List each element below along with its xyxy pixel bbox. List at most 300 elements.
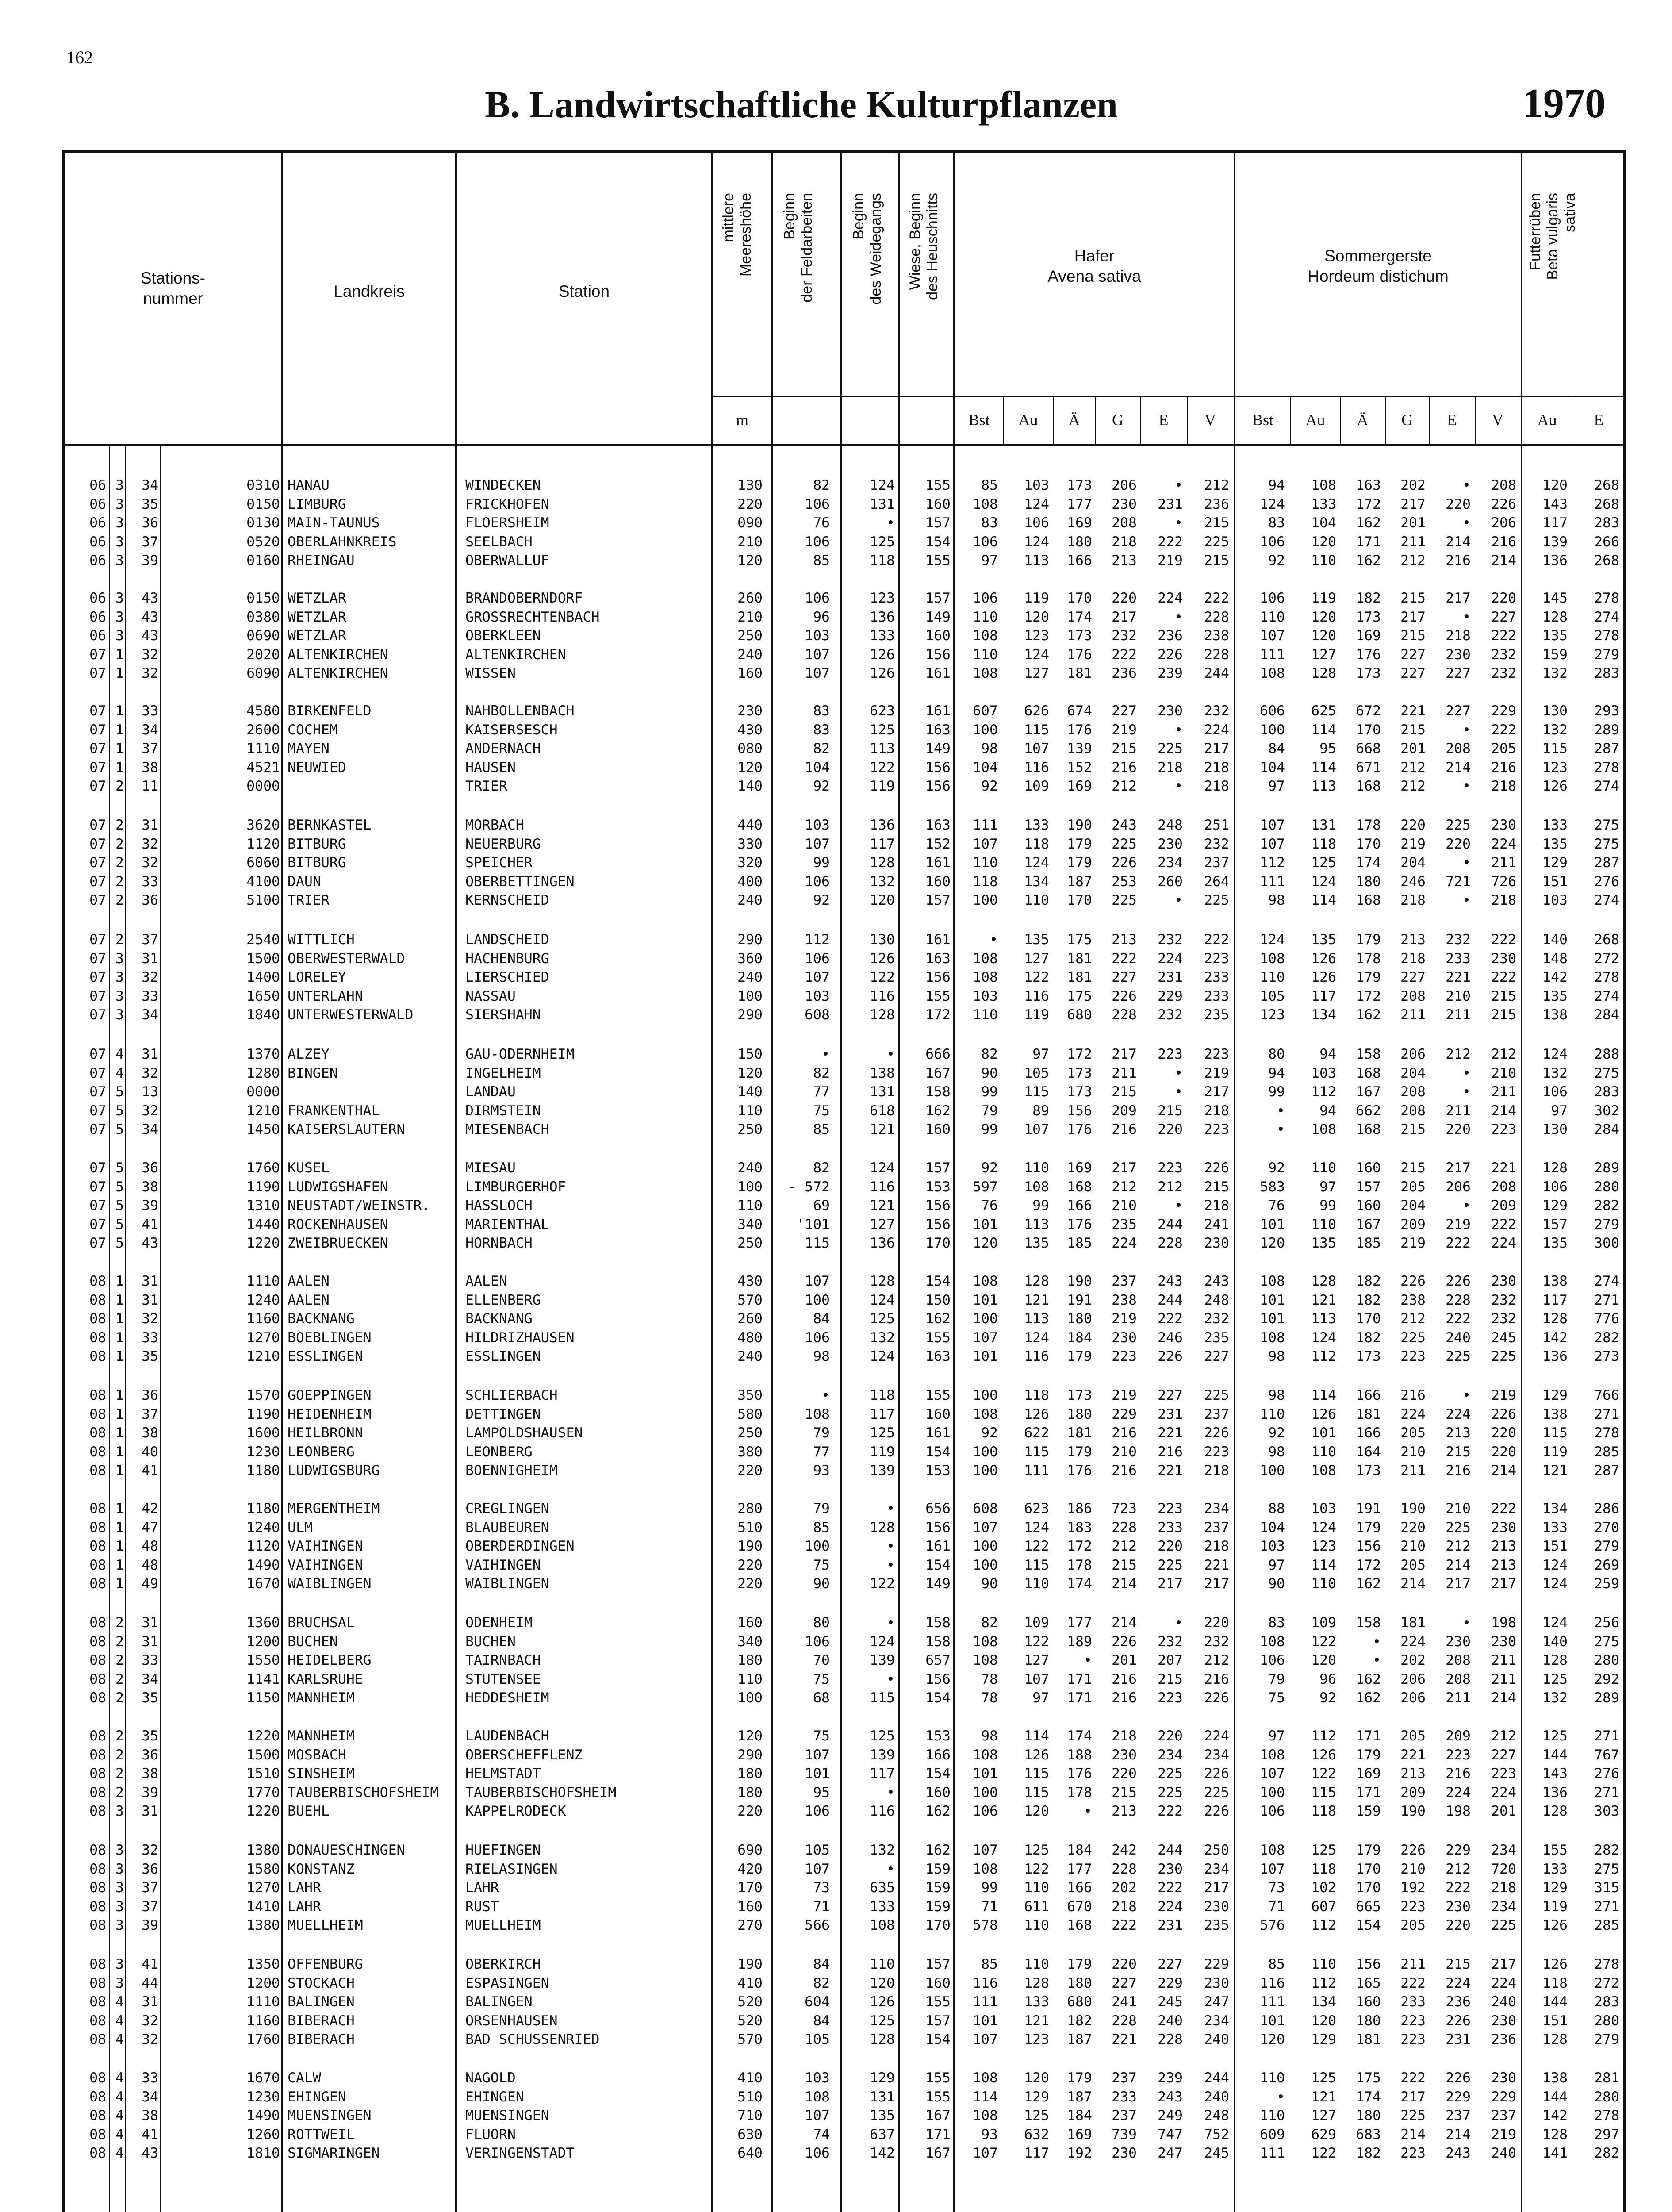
table-cell: 671 xyxy=(1356,759,1381,776)
table-cell: 152 xyxy=(1067,759,1092,776)
table-cell: 2 xyxy=(115,932,124,948)
table-cell: 106 xyxy=(805,496,830,512)
table-cell: 1210 xyxy=(246,1348,280,1364)
table-cell: 111 xyxy=(1260,2145,1285,2161)
table-cell: LUDWIGSBURG xyxy=(288,1463,380,1479)
table-cell: 169 xyxy=(1067,1160,1092,1176)
table-cell: FRICKHOFEN xyxy=(465,496,549,512)
table-cell: 5 xyxy=(115,1121,124,1137)
table-cell: 125 xyxy=(1542,1671,1568,1687)
table-cell: 215 xyxy=(1446,1444,1471,1460)
table-cell: 173 xyxy=(1356,1463,1381,1479)
table-cell: NEUSTADT/WEINSTR. xyxy=(288,1198,430,1214)
table-cell: 212 xyxy=(1158,1179,1183,1195)
table-cell: 166 xyxy=(925,1747,951,1763)
table-cell: 226 xyxy=(1491,496,1516,512)
table-cell: 180 xyxy=(1356,2012,1381,2029)
table-cell: 98 xyxy=(981,741,998,757)
table-cell: 232 xyxy=(1491,1311,1516,1327)
table-cell: 1200 xyxy=(246,1975,280,1991)
table-cell: 47 xyxy=(142,1519,158,1536)
table-cell: 36 xyxy=(142,1861,158,1877)
table-cell: 210 xyxy=(1400,1861,1426,1877)
table-cell: LEONBERG xyxy=(288,1444,355,1460)
table-cell: 78 xyxy=(981,1690,998,1706)
table-cell: 138 xyxy=(870,1065,895,1081)
table-cell: 161 xyxy=(925,855,951,871)
table-cell: 162 xyxy=(1356,515,1381,531)
table-cell: NAHBOLLENBACH xyxy=(465,703,575,719)
table-cell: 106 xyxy=(1542,1179,1568,1195)
table-cell: 278 xyxy=(1594,590,1619,606)
table-cell: 226 xyxy=(1446,2012,1471,2029)
table-cell: 220 xyxy=(1112,1956,1137,1972)
table-cell: 125 xyxy=(870,1425,895,1441)
table-cell: 237 xyxy=(1446,2108,1471,2124)
table-cell: 208 xyxy=(1400,988,1426,1004)
table-cell: 108 xyxy=(973,628,998,644)
table-cell: 128 xyxy=(1542,2126,1568,2143)
table-cell: 128 xyxy=(1542,1652,1568,1668)
table-cell: 156 xyxy=(1356,1538,1381,1554)
table-cell: 07 xyxy=(89,1046,106,1062)
table-cell: 07 xyxy=(89,1084,106,1100)
table-cell: 31 xyxy=(142,1273,158,1289)
table-cell: 214 xyxy=(1446,759,1471,776)
table-cell: 92 xyxy=(1319,1690,1336,1706)
header-futterrueben: Futterrüben Beta vulgaris sativa xyxy=(1527,193,1579,280)
table-cell: 41 xyxy=(142,1216,158,1233)
table-cell: 208 xyxy=(1400,1084,1426,1100)
table-cell: 278 xyxy=(1594,2108,1619,2124)
table-cell: 180 xyxy=(1356,873,1381,890)
table-cell: 156 xyxy=(925,1671,951,1687)
table-cell: 36 xyxy=(142,515,158,531)
table-cell: 94 xyxy=(1268,1065,1285,1081)
table-cell: 3 xyxy=(115,1917,124,1933)
table-cell: 248 xyxy=(1158,817,1183,833)
table-cell: KARLSRUHE xyxy=(288,1671,363,1687)
table-cell: 224 xyxy=(1158,950,1183,967)
table-cell: 247 xyxy=(1204,1994,1229,2010)
table-cell: 07 xyxy=(89,817,106,833)
table-cell: 207 xyxy=(1158,1652,1183,1668)
table-cell: 07 xyxy=(89,722,106,738)
table-cell: 163 xyxy=(925,817,951,833)
table-cell: 115 xyxy=(1311,1784,1336,1801)
table-cell: 07 xyxy=(89,778,106,794)
table-cell: 06 xyxy=(89,477,106,493)
header-divider xyxy=(65,444,1626,446)
table-cell: 179 xyxy=(1356,1842,1381,1858)
table-cell: 07 xyxy=(89,703,106,719)
phase-header: Au xyxy=(1537,411,1557,429)
table-cell: 138 xyxy=(1542,2070,1568,2086)
table-cell: 282 xyxy=(1594,1198,1619,1214)
table-cell: 128 xyxy=(870,1273,895,1289)
table-cell: 213 xyxy=(1112,553,1137,568)
table-cell: 07 xyxy=(89,741,106,757)
table-cell: 3 xyxy=(115,988,124,1004)
table-cell: 40 xyxy=(142,1444,158,1460)
table-cell: OBERLAHNKREIS xyxy=(288,534,397,550)
table-cell: 08 xyxy=(89,2070,106,2086)
table-cell: 112 xyxy=(1311,1728,1336,1744)
table-cell: 510 xyxy=(737,2089,763,2105)
table-cell: 113 xyxy=(1311,1311,1336,1327)
table-cell: 173 xyxy=(1356,1348,1381,1364)
table-cell: DAUN xyxy=(288,873,321,890)
table-cell: 226 xyxy=(1204,1160,1229,1176)
table-cell: 182 xyxy=(1356,2145,1381,2161)
table-cell: 151 xyxy=(1542,1538,1568,1554)
table-cell: 290 xyxy=(737,1007,763,1023)
table-cell: 107 xyxy=(1260,836,1285,852)
table-cell: 208 xyxy=(1400,1102,1426,1119)
table-cell: 176 xyxy=(1067,1463,1092,1479)
table-cell: 3 xyxy=(115,515,124,531)
table-cell: 133 xyxy=(870,1898,895,1915)
table-cell: 205 xyxy=(1400,1557,1426,1573)
table-cell: 133 xyxy=(870,628,895,644)
table-cell: 190 xyxy=(1067,1273,1092,1289)
table-cell: 211 xyxy=(1400,534,1426,550)
table-cell: 108 xyxy=(1260,1747,1285,1763)
table-cell: 237 xyxy=(1204,1406,1229,1422)
table-cell: 165 xyxy=(1356,1975,1381,1991)
table-cell: MIESENBACH xyxy=(465,1121,549,1137)
table-cell: 1 xyxy=(115,1463,124,1479)
table-cell: 1600 xyxy=(246,1425,280,1441)
table-cell: 101 xyxy=(1260,1311,1285,1327)
table-cell: 215 xyxy=(1204,553,1229,568)
table-cell: 245 xyxy=(1158,1994,1183,2010)
table-cell: 220 xyxy=(1204,1615,1229,1631)
table-cell: 170 xyxy=(1356,836,1381,852)
table-cell: 271 xyxy=(1594,1784,1619,1801)
table-cell: 135 xyxy=(870,2108,895,2124)
table-cell: BUCHEN xyxy=(465,1633,516,1650)
table-cell: 607 xyxy=(973,703,998,719)
table-cell: 107 xyxy=(805,1273,830,1289)
table-cell: 08 xyxy=(89,2108,106,2124)
table-cell: TAIRNBACH xyxy=(465,1652,541,1668)
table-cell: 79 xyxy=(981,1102,998,1119)
table-cell: • xyxy=(1373,1652,1381,1668)
table-cell: 97 xyxy=(1032,1046,1049,1062)
table-cell: 120 xyxy=(1311,1652,1336,1668)
table-cell: HEILBRONN xyxy=(288,1425,363,1441)
table-cell: 129 xyxy=(1311,2032,1336,2047)
table-cell: 220 xyxy=(1491,590,1516,606)
table-cell: 143 xyxy=(1542,1766,1568,1782)
table-cell: 136 xyxy=(1542,1348,1568,1364)
table-cell: • xyxy=(886,1501,895,1517)
table-cell: • xyxy=(1174,722,1183,738)
table-cell: 124 xyxy=(1542,1615,1568,1631)
table-cell: 226 xyxy=(1204,1690,1229,1706)
table-cell: 104 xyxy=(1311,515,1336,531)
table-cell: 204 xyxy=(1400,1065,1426,1081)
table-cell: DIRMSTEIN xyxy=(465,1102,541,1119)
table-cell: 156 xyxy=(925,1198,951,1214)
table-cell: 43 xyxy=(142,2145,158,2161)
table-cell: 179 xyxy=(1356,1519,1381,1536)
table-cell: 85 xyxy=(813,553,830,568)
table-cell: 1 xyxy=(115,1387,124,1403)
table-cell: 623 xyxy=(870,703,895,719)
table-cell: 228 xyxy=(1158,2032,1183,2047)
table-cell: 101 xyxy=(1260,1292,1285,1308)
table-cell: 08 xyxy=(89,1329,106,1346)
table-cell: 182 xyxy=(1356,1292,1381,1308)
table-cell: 177 xyxy=(1067,1615,1092,1631)
table-cell: 156 xyxy=(925,969,951,985)
table-cell: 080 xyxy=(737,741,763,757)
table-cell: 1310 xyxy=(246,1198,280,1214)
table-cell: 121 xyxy=(1311,2089,1336,2105)
table-cell: 31 xyxy=(142,1615,158,1631)
table-cell: 1150 xyxy=(246,1690,280,1706)
table-cell: 100 xyxy=(973,1538,998,1554)
table-cell: 08 xyxy=(89,1425,106,1441)
table-cell: 1230 xyxy=(246,1444,280,1460)
table-cell: 131 xyxy=(870,1084,895,1100)
table-cell: 3 xyxy=(115,1880,124,1896)
table-cell: 106 xyxy=(805,1329,830,1346)
table-cell: 32 xyxy=(142,836,158,852)
table-cell: 1180 xyxy=(246,1463,280,1479)
table-cell: 221 xyxy=(1158,1463,1183,1479)
table-cell: 186 xyxy=(1067,1501,1092,1517)
table-cell: 97 xyxy=(1268,778,1285,794)
table-cell: 170 xyxy=(925,1917,951,1933)
table-cell: 174 xyxy=(1356,855,1381,871)
table-cell: HACHENBURG xyxy=(465,950,549,967)
table-cell: 215 xyxy=(1112,1084,1137,1100)
table-cell: 510 xyxy=(737,1519,763,1536)
table-cell: 5 xyxy=(115,1102,124,1119)
table-cell: 36 xyxy=(142,1387,158,1403)
table-cell: 227 xyxy=(1400,969,1426,985)
table-cell: 176 xyxy=(1067,722,1092,738)
table-cell: 192 xyxy=(1400,1880,1426,1896)
table-cell: 130 xyxy=(870,932,895,948)
table-cell: 34 xyxy=(142,722,158,738)
table-cell: 213 xyxy=(1491,1557,1516,1573)
table-cell: 136 xyxy=(1542,1784,1568,1801)
table-cell: 48 xyxy=(142,1557,158,1573)
table-cell: 141 xyxy=(1542,2145,1568,2161)
table-cell: 219 xyxy=(1112,1387,1137,1403)
table-cell: 302 xyxy=(1594,1102,1619,1119)
table-cell: 161 xyxy=(925,703,951,719)
table-cell: 123 xyxy=(1260,1007,1285,1023)
table-cell: 225 xyxy=(1491,1917,1516,1933)
table-cell: 230 xyxy=(1112,2145,1137,2161)
table-cell: 125 xyxy=(1542,1728,1568,1744)
table-cell: 157 xyxy=(925,1160,951,1176)
table-cell: 156 xyxy=(925,1216,951,1233)
table-cell: 219 xyxy=(1400,1235,1426,1251)
table-cell: 118 xyxy=(973,873,998,890)
table-cell: 1160 xyxy=(246,2012,280,2029)
table-cell: 1510 xyxy=(246,1766,280,1782)
table-cell: 211 xyxy=(1446,1690,1471,1706)
table-cell: 135 xyxy=(1542,988,1568,1004)
table-cell: 273 xyxy=(1594,1348,1619,1364)
table-cell: 107 xyxy=(805,665,830,681)
table-cell: 155 xyxy=(1542,1842,1568,1858)
table-cell: 225 xyxy=(1400,1329,1426,1346)
table-cell: 120 xyxy=(1311,609,1336,625)
table-cell: 668 xyxy=(1356,741,1381,757)
table-cell: 244 xyxy=(1204,2070,1229,2086)
table-cell: 174 xyxy=(1067,1728,1092,1744)
table-cell: 280 xyxy=(737,1501,763,1517)
table-cell: 674 xyxy=(1067,703,1092,719)
table-cell: 07 xyxy=(89,1198,106,1214)
table-cell: 210 xyxy=(1112,1198,1137,1214)
table-cell: FRANKENTHAL xyxy=(288,1102,380,1119)
table-cell: 176 xyxy=(1067,1216,1092,1233)
table-cell: 82 xyxy=(813,741,830,757)
table-cell: 08 xyxy=(89,1842,106,1858)
table-cell: 212 xyxy=(1400,778,1426,794)
table-cell: 217 xyxy=(1491,1956,1516,1972)
table-cell: 163 xyxy=(925,1348,951,1364)
table-cell: 187 xyxy=(1067,2089,1092,2105)
table-cell: 570 xyxy=(737,1292,763,1308)
table-cell: HASSLOCH xyxy=(465,1198,533,1214)
table-cell: 31 xyxy=(142,1046,158,1062)
table-cell: 219 xyxy=(1112,1311,1137,1327)
table-cell: CALW xyxy=(288,2070,321,2086)
table-cell: 82 xyxy=(981,1615,998,1631)
table-cell: 1220 xyxy=(246,1235,280,1251)
table-cell: 212 xyxy=(1400,759,1426,776)
table-cell: 241 xyxy=(1204,1216,1229,1233)
table-cell: 161 xyxy=(925,1538,951,1554)
table-cell: 120 xyxy=(737,1065,763,1081)
table-cell: OBERDERDINGEN xyxy=(465,1538,575,1554)
table-cell: • xyxy=(1462,1084,1471,1100)
table-cell: 225 xyxy=(1158,1766,1183,1782)
table-cell: 289 xyxy=(1594,1160,1619,1176)
table-cell: HEIDENHEIM xyxy=(288,1406,372,1422)
table-cell: 132 xyxy=(1542,1690,1568,1706)
table-cell: 122 xyxy=(870,759,895,776)
table-cell: 272 xyxy=(1594,1975,1619,1991)
table-cell: 35 xyxy=(142,1728,158,1744)
table-cell: 73 xyxy=(813,1880,830,1896)
table-cell: 1141 xyxy=(246,1671,280,1687)
table-cell: 93 xyxy=(981,2126,998,2143)
table-cell: 283 xyxy=(1594,1994,1619,2010)
table-cell: 111 xyxy=(973,1994,998,2010)
table-cell: 212 xyxy=(1446,1538,1471,1554)
table-cell: ORSENHAUSEN xyxy=(465,2012,558,2029)
table-cell: 278 xyxy=(1594,969,1619,985)
table-cell: 33 xyxy=(142,703,158,719)
table-cell: 221 xyxy=(1400,1747,1426,1763)
table-cell: 71 xyxy=(813,1898,830,1915)
table-cell: 315 xyxy=(1594,1880,1619,1896)
table-cell: 128 xyxy=(870,855,895,871)
table-cell: 191 xyxy=(1067,1292,1092,1308)
table-cell: 205 xyxy=(1400,1425,1426,1441)
table-cell: 136 xyxy=(870,1235,895,1251)
table-cell: 124 xyxy=(870,1348,895,1364)
table-cell: 110 xyxy=(737,1671,763,1687)
table-cell: 82 xyxy=(813,1065,830,1081)
table-cell: 175 xyxy=(1067,932,1092,948)
table-cell: 220 xyxy=(1400,817,1426,833)
table-cell: AALEN xyxy=(465,1273,507,1289)
table-cell: 212 xyxy=(1491,1728,1516,1744)
table-cell: 225 xyxy=(1112,892,1137,908)
table-cell: BACKNANG xyxy=(465,1311,533,1327)
table-cell: 608 xyxy=(973,1501,998,1517)
table-cell: 43 xyxy=(142,1235,158,1251)
table-cell: 229 xyxy=(1204,1956,1229,1972)
table-cell: 171 xyxy=(1067,1671,1092,1687)
table-cell: 220 xyxy=(1446,1121,1471,1137)
table-cell: GOEPPINGEN xyxy=(288,1387,372,1403)
table-cell: 122 xyxy=(1311,1633,1336,1650)
table-cell: 222 xyxy=(1112,950,1137,967)
table-cell: 111 xyxy=(973,817,998,833)
table-cell: 124 xyxy=(1311,873,1336,890)
table-cell: 124 xyxy=(1311,1329,1336,1346)
table-cell: 223 xyxy=(1400,1348,1426,1364)
table-cell: 271 xyxy=(1594,1292,1619,1308)
table-cell: 06 xyxy=(89,534,106,550)
table-cell: 231 xyxy=(1158,1917,1183,1933)
table-cell: 611 xyxy=(1024,1898,1049,1915)
table-cell: 629 xyxy=(1311,2126,1336,2143)
table-cell: 100 xyxy=(973,1311,998,1327)
table-cell: 100 xyxy=(737,1690,763,1706)
table-cell: 125 xyxy=(1024,2108,1049,2124)
table-cell: 39 xyxy=(142,1917,158,1933)
table-cell: 720 xyxy=(1491,1861,1516,1877)
table-cell: 108 xyxy=(1260,1273,1285,1289)
table-cell: 618 xyxy=(870,1102,895,1119)
table-cell: 124 xyxy=(1311,1519,1336,1536)
table-cell: 230 xyxy=(1112,1747,1137,1763)
table-cell: 2540 xyxy=(246,932,280,948)
table-cell: 104 xyxy=(1260,759,1285,776)
table-cell: 229 xyxy=(1112,1406,1137,1422)
table-cell: 84 xyxy=(813,1956,830,1972)
header-heuschnitt: Wiese, Beginn des Heuschnitts xyxy=(907,193,941,300)
table-cell: 124 xyxy=(1260,496,1285,512)
table-cell: 275 xyxy=(1594,1065,1619,1081)
table-cell: 198 xyxy=(1491,1615,1516,1631)
table-cell: 108 xyxy=(870,1917,895,1933)
table-cell: 97 xyxy=(1032,1690,1049,1706)
table-cell: 268 xyxy=(1594,496,1619,512)
table-cell: BACKNANG xyxy=(288,1311,355,1327)
table-cell: 31 xyxy=(142,1633,158,1650)
table-cell: 226 xyxy=(1204,1766,1229,1782)
table-cell: 244 xyxy=(1158,1842,1183,1858)
table-cell: 103 xyxy=(1311,1065,1336,1081)
table-cell: 230 xyxy=(1204,1975,1229,1991)
table-cell: 662 xyxy=(1356,1102,1381,1119)
table-cell: HEDDESHEIM xyxy=(465,1690,549,1706)
